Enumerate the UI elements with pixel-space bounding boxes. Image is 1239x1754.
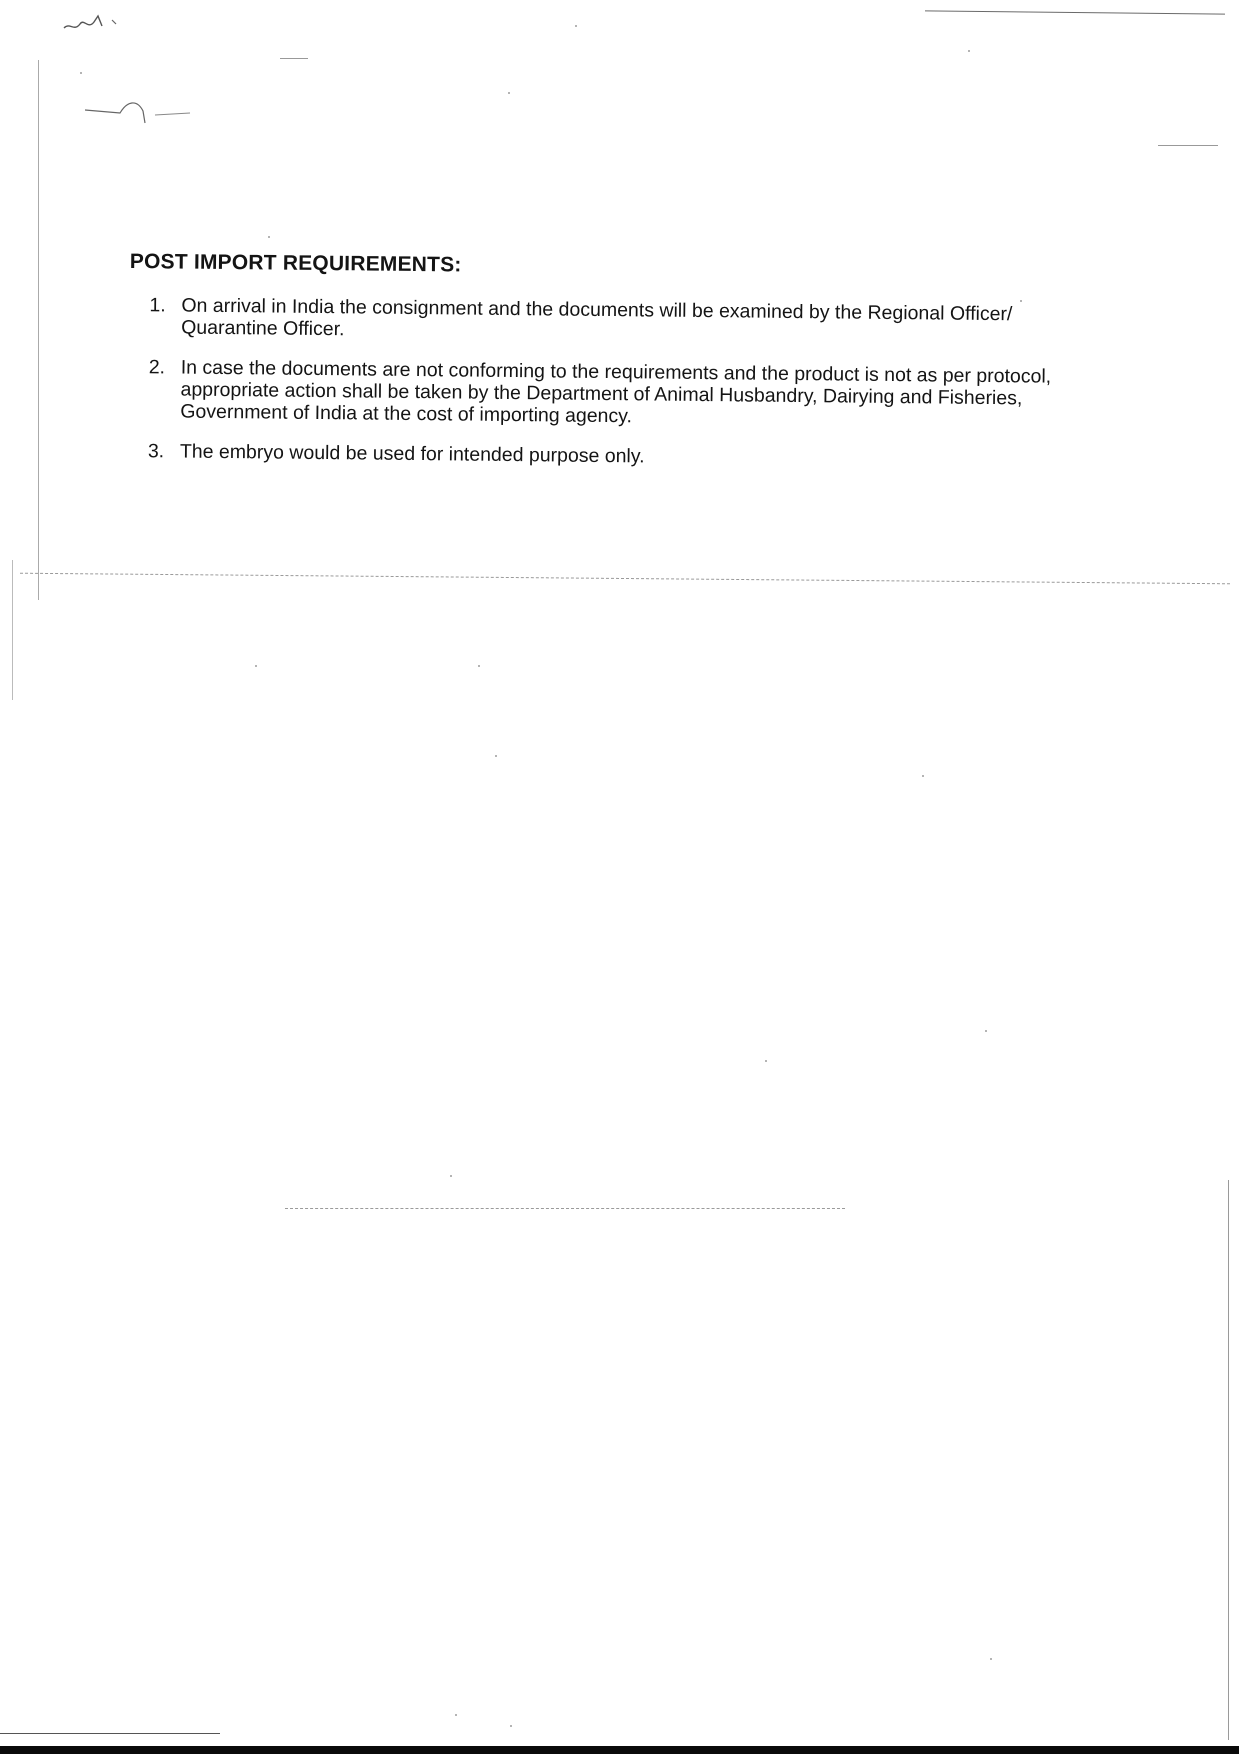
scan-speck: [495, 755, 497, 757]
document-body: [128, 250, 1080, 490]
scan-speck: [968, 50, 970, 52]
list-item-text: On arrival in India the consignment and the documents will be examined by the Regional Officer/ Quarantine Officer.: [181, 294, 1013, 341]
section-heading: POST IMPORT REQUIREMENTS:: [129, 250, 462, 277]
scan-speck: [80, 72, 82, 74]
list-item: [128, 356, 1079, 432]
scan-speck: [268, 236, 270, 238]
scan-speck: [922, 775, 924, 777]
scan-edge-right-short: [1158, 145, 1218, 146]
scan-speck: [575, 25, 577, 27]
list-item-text: In case the documents are not conforming to the requirements and the product is not as per protocol, appropriate action shall be taken by the Department of Animal Husbandry, Dairying and Fisheries, Government of India at the cost of importing agency.: [180, 356, 1052, 428]
scan-edge-bottom-left: [0, 1733, 220, 1734]
list-item-text: The embryo would be used for intended purpose only.: [179, 440, 645, 468]
scan-speck: [508, 92, 510, 94]
scan-speck: [510, 1725, 512, 1727]
scan-speck: [765, 1060, 767, 1062]
list-item-number: 1.: [149, 294, 166, 317]
scan-speck: [985, 1030, 987, 1032]
fold-line-upper: [20, 573, 1230, 585]
list-item: [128, 440, 1078, 472]
requirements-list: [128, 294, 1080, 472]
scan-speck: [990, 1658, 992, 1660]
scan-speck: [450, 1175, 452, 1177]
handwritten-initials-mark: [62, 8, 142, 38]
scan-bottom-border: [0, 1746, 1239, 1754]
list-item-number: 2.: [148, 356, 166, 379]
scan-edge-left-lower: [12, 560, 13, 700]
list-item-number: 3.: [147, 440, 165, 463]
scan-edge-right: [1228, 1180, 1229, 1740]
fold-line-lower: [285, 1208, 845, 1209]
scan-speck: [255, 665, 257, 667]
scribble-mark: [85, 95, 195, 135]
scan-speck: [455, 1714, 457, 1716]
scan-edge-top-right: [925, 10, 1225, 14]
scan-edge-left: [38, 60, 39, 600]
scan-speck: [478, 665, 480, 667]
list-item: [129, 294, 1079, 348]
scan-edge-top-small: [280, 58, 308, 59]
